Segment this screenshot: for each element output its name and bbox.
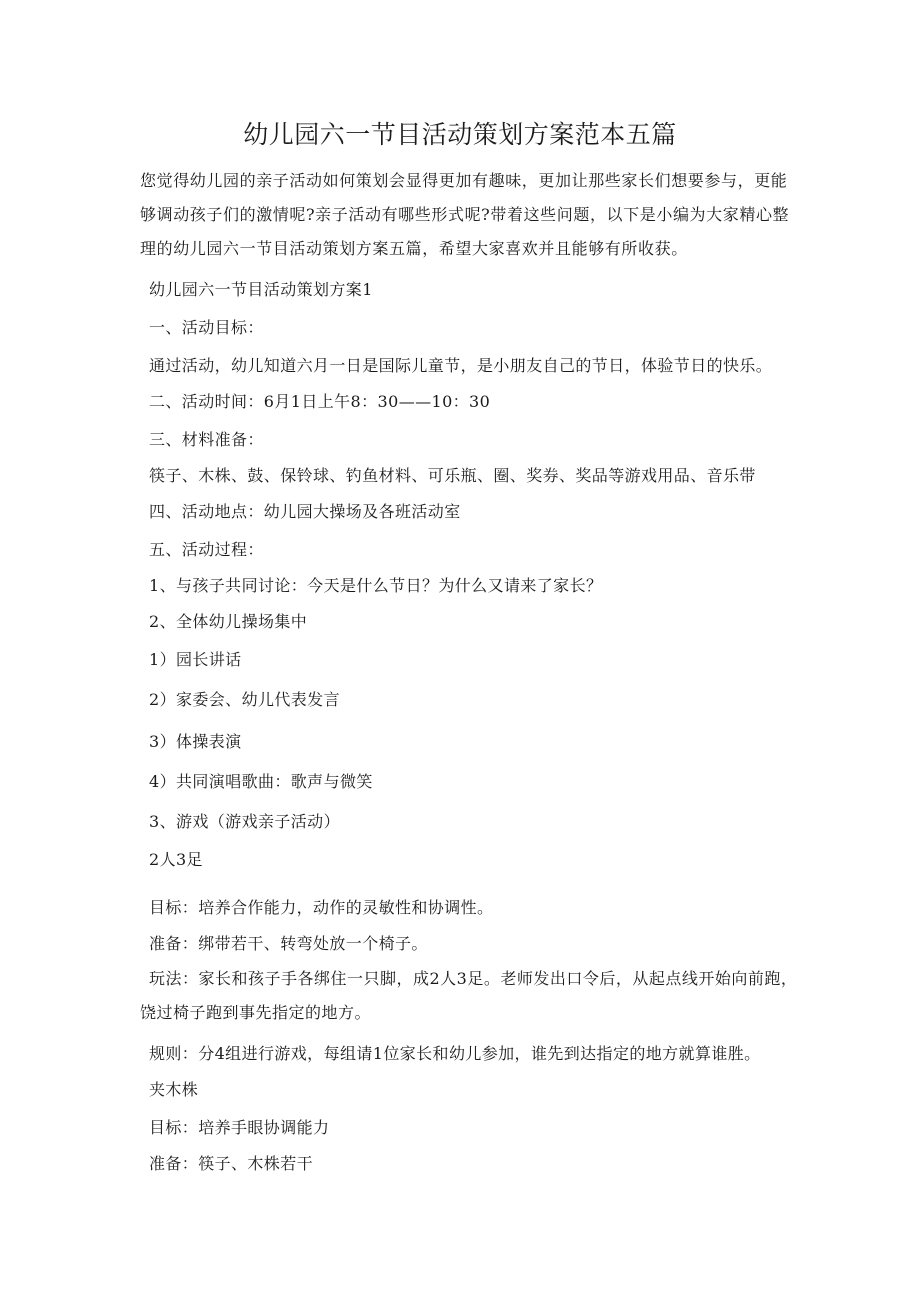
process-step-3: 3、游戏（游戏亲子活动） <box>149 812 340 831</box>
substep-4: 4）共同演唱歌曲：歌声与微笑 <box>149 772 373 791</box>
goal-text: 通过活动，幼儿知道六月一日是国际儿童节，是小朋友自己的节日，体验节日的快乐。 <box>149 356 773 375</box>
substep-1: 1）园长讲话 <box>149 650 242 669</box>
substep-3: 3）体操表演 <box>149 732 242 751</box>
heading-materials: 三、材料准备： <box>149 430 264 449</box>
document-title: 幼儿园六一节目活动策划方案范本五篇 <box>243 120 677 149</box>
game-2-preparation: 准备：筷子、木株若干 <box>149 1154 314 1173</box>
heading-activity-goal: 一、活动目标： <box>149 318 264 337</box>
game-title-three-legged: 2人3足 <box>149 850 203 869</box>
game-rules: 规则：分4组进行游戏，每组请1位家长和幼儿参加，谁先到达指定的地方就算谁胜。 <box>149 1044 761 1063</box>
heading-activity-location: 四、活动地点：幼儿园大操场及各班活动室 <box>149 502 461 521</box>
game-title-clip-beads: 夹木株 <box>149 1080 199 1099</box>
process-step-2: 2、全体幼儿操场集中 <box>149 612 308 631</box>
game-preparation: 准备：绑带若干、转弯处放一个椅子。 <box>149 934 428 953</box>
game-goal: 目标：培养合作能力，动作的灵敏性和协调性。 <box>149 898 494 917</box>
heading-activity-time: 二、活动时间：6月1日上午8：30——10：30 <box>149 392 491 411</box>
game-2-goal: 目标：培养手眼协调能力 <box>149 1118 330 1137</box>
process-step-1: 1、与孩子共同讨论：今天是什么节日？为什么又请来了家长？ <box>149 576 603 595</box>
materials-text: 筷子、木株、鼓、保铃球、钓鱼材料、可乐瓶、圈、奖券、奖品等游戏用品、音乐带 <box>149 466 756 485</box>
game-rules-play: 玩法：家长和孩子手各绑住一只脚，成2人3足。老师发出口令后，从起点线开始向前跑，饶过椅子跑到事先指定的地方。 <box>140 969 798 1022</box>
section-heading-plan-1: 幼儿园六一节目活动策划方案1 <box>149 280 373 299</box>
heading-activity-process: 五、活动过程： <box>149 540 264 559</box>
intro-paragraph: 您觉得幼儿园的亲子活动如何策划会显得更加有趣味，更加让那些家长们想要参与，更能够调动孩子们的激情呢?亲子活动有哪些形式呢?带着这些问题，以下是小编为大家精心整理的幼儿园六一节目活动策划方案五篇，希望大家喜欢并且能够有所收获。 <box>140 171 790 258</box>
substep-2: 2）家委会、幼儿代表发言 <box>149 690 340 709</box>
